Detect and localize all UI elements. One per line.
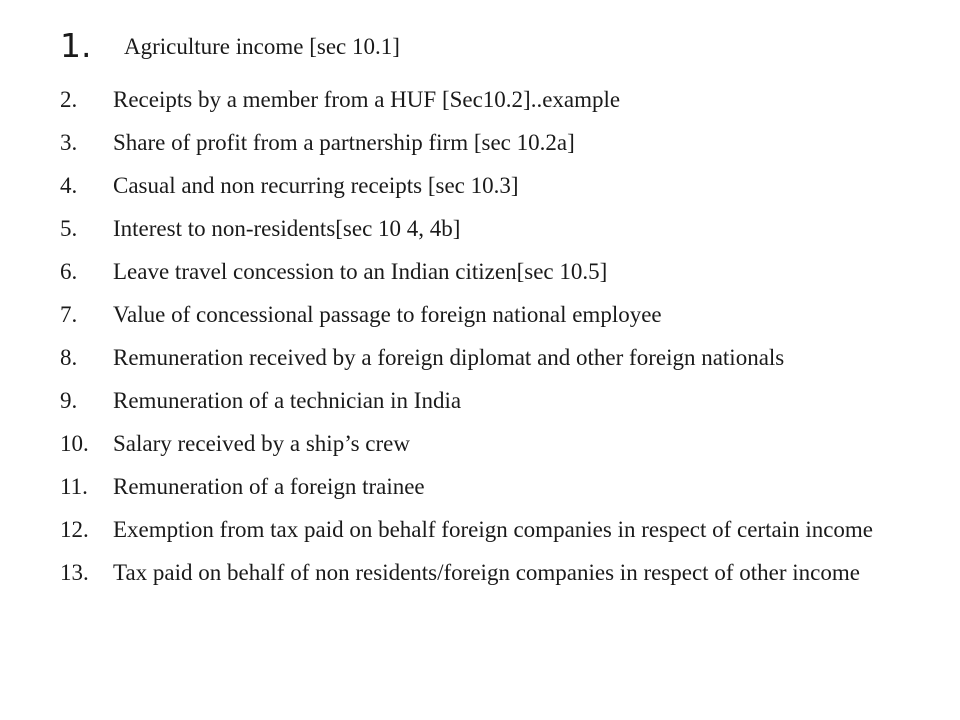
list-item-text: Receipts by a member from a HUF [Sec10.2]..example [113, 87, 621, 112]
list-item-text: Value of concessional passage to foreign national employee [113, 302, 662, 327]
list-item [60, 516, 920, 544]
list-item-text: Share of profit from a partnership firm [sec 10.2a] [113, 130, 575, 155]
list-item [60, 129, 920, 157]
list-item-text: Remuneration of a technician in India [113, 388, 462, 413]
list-item-number: 9. [60, 388, 78, 413]
list-item-number: 13. [60, 560, 89, 585]
list-item [60, 215, 920, 243]
list-item-text: Salary received by a ship’s crew [113, 431, 410, 456]
list-item [60, 172, 920, 200]
list-item-number: 10. [60, 431, 89, 456]
list-item-number: 6. [60, 259, 78, 284]
list-item-number: 1. [60, 26, 92, 65]
list-item-number: 8. [60, 345, 78, 370]
list-item-text: Remuneration received by a foreign diplomat and other foreign nationals [113, 345, 785, 370]
list-item [60, 430, 920, 458]
list-item-text: Leave travel concession to an Indian citizen[sec 10.5] [113, 259, 608, 284]
list-item-text: Interest to non-residents[sec 10 4, 4b] [113, 216, 461, 241]
list-item [60, 559, 920, 587]
list-item-number: 3. [60, 130, 78, 155]
list-item-text: Casual and non recurring receipts [sec 10.3] [113, 173, 519, 198]
list-item [60, 86, 920, 114]
list-item-first [60, 26, 400, 65]
list-item-text: Tax paid on behalf of non residents/foreign companies in respect of other income [113, 560, 860, 585]
list-item-number: 11. [60, 474, 88, 499]
list-item [60, 301, 920, 329]
list-item-text: Exemption from tax paid on behalf foreign companies in respect of certain income [113, 517, 874, 542]
list-item [60, 258, 920, 286]
list-item [60, 473, 920, 501]
list-item-text: Agriculture income [sec 10.1] [124, 34, 400, 59]
list-item-number: 4. [60, 173, 78, 198]
list-item-number: 7. [60, 302, 78, 327]
list-item-text: Remuneration of a foreign trainee [113, 474, 425, 499]
list-item-number: 5. [60, 216, 78, 241]
list-item-number: 2. [60, 87, 78, 112]
list-item [60, 344, 920, 372]
list-item-number: 12. [60, 517, 89, 542]
numbered-list [60, 86, 920, 602]
list-item [60, 387, 920, 415]
